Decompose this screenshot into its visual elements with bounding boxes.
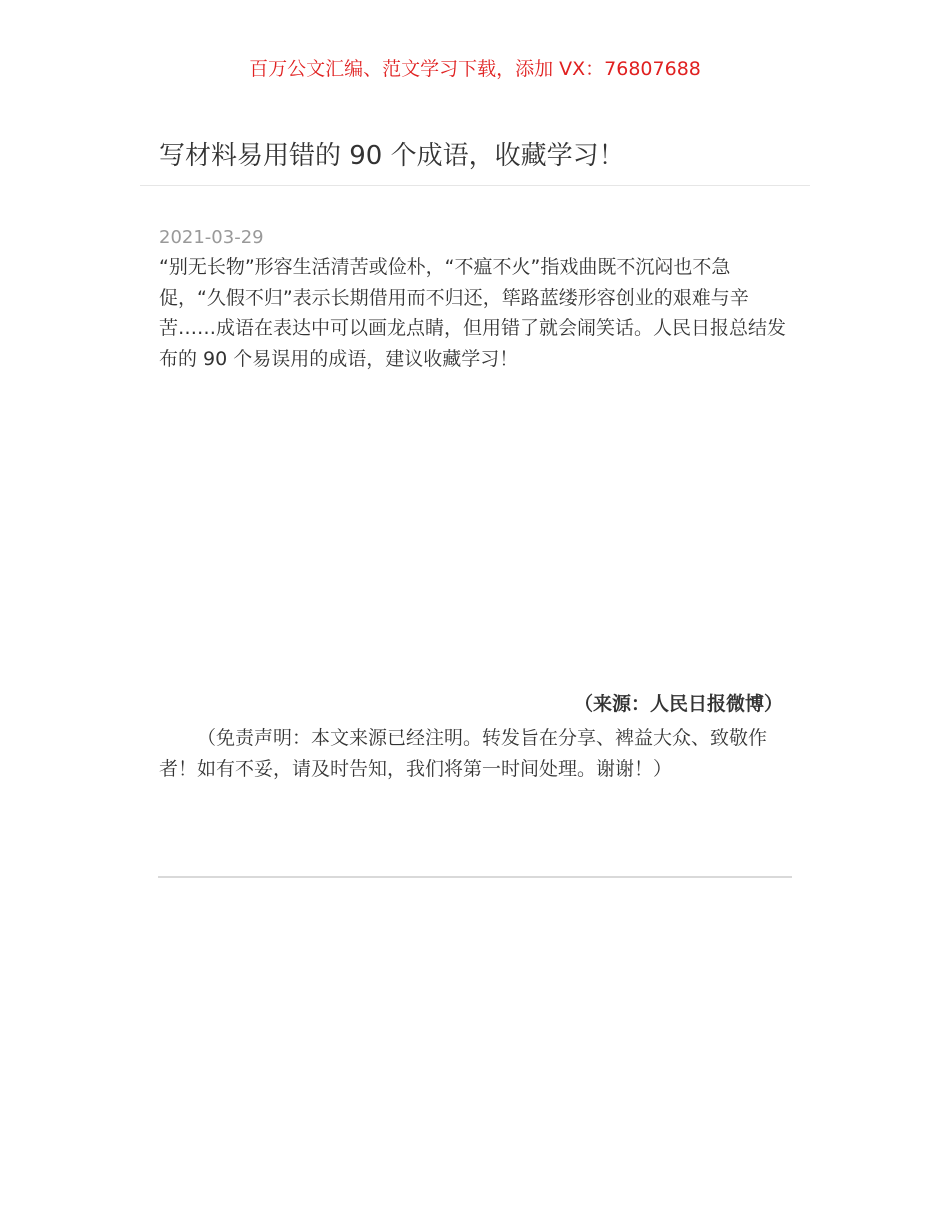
promo-banner: 百万公文汇编、范文学习下载，添加 VX：76807688 <box>249 58 701 80</box>
title-divider <box>140 185 810 186</box>
disclaimer-text: （免责声明：本文来源已经注明。转发旨在分享、裨益大众、致敬作者！如有不妥，请及时告知，我们将第一时间处理。谢谢！） <box>159 727 768 780</box>
source-attribution: （来源：人民日报微博） <box>573 693 783 715</box>
publish-date: 2021-03-29 <box>159 227 264 248</box>
bottom-divider <box>158 876 792 878</box>
article-intro: “别无长物”形容生活清苦或俭朴，“不瘟不火”指戏曲既不沉闷也不急促，“久假不归”表示长期借用而不归还，筚路蓝缕形容创业的艰难与辛苦……成语在表达中可以画龙点睛，但用错了就会闹笑话。人民日报总结发布的 90 个易误用的成语，建议收藏学习！ <box>159 256 787 370</box>
article-title: 写材料易用错的 90 个成语，收藏学习！ <box>159 141 625 171</box>
